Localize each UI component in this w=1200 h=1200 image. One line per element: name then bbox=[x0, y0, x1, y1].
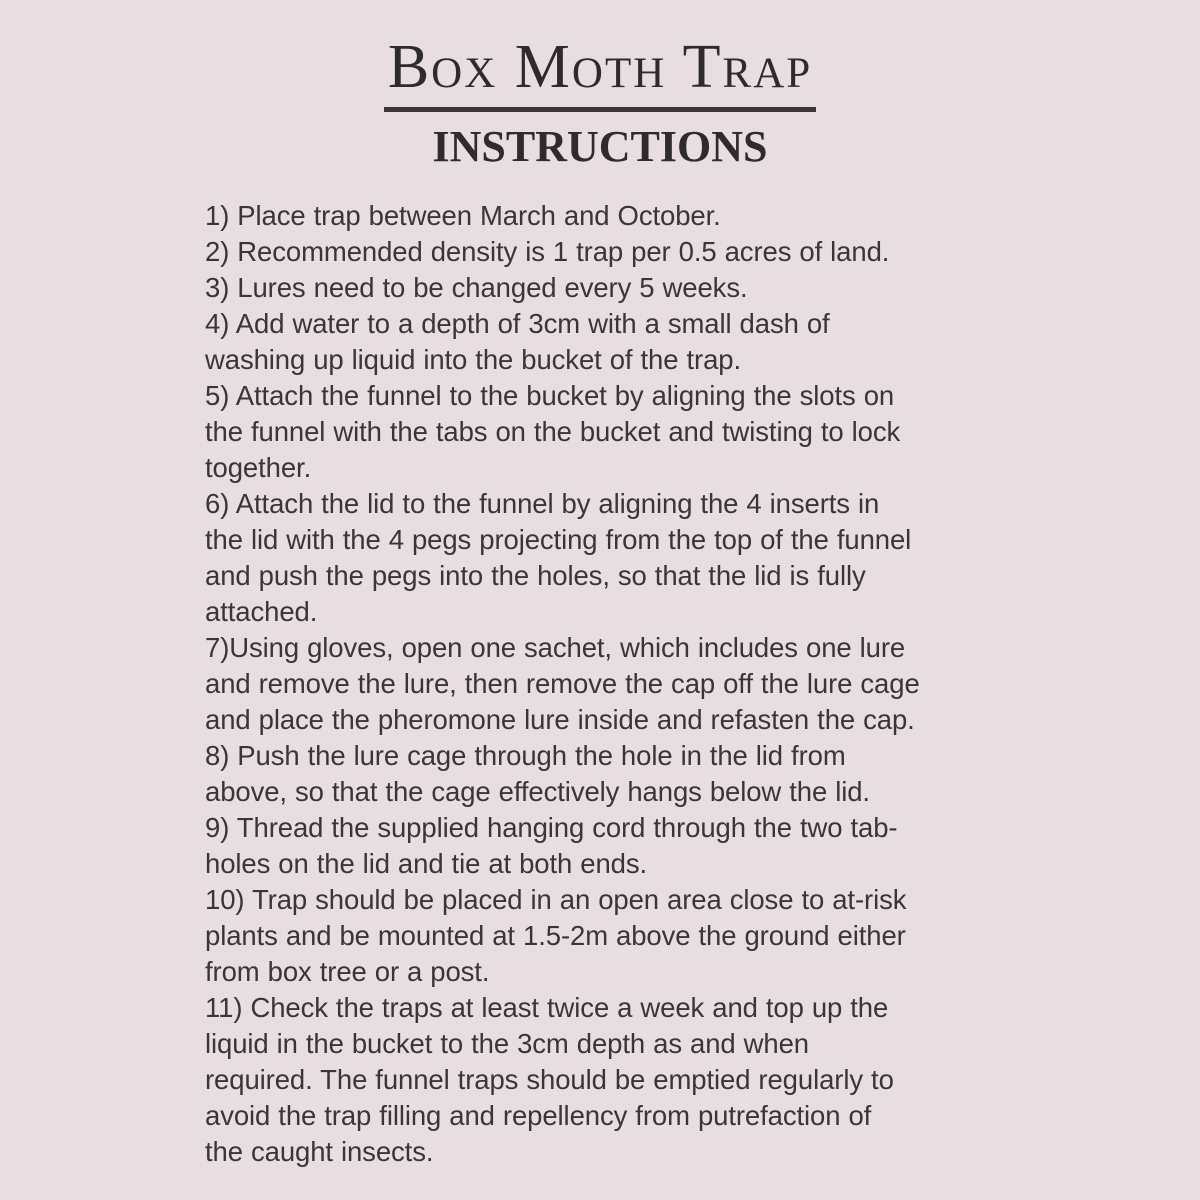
page-title: Box Moth Trap bbox=[384, 36, 816, 112]
instruction-line: the lid with the 4 pegs projecting from the top of the funnel bbox=[205, 524, 912, 555]
instruction-line: 10) Trap should be placed in an open area close to at-risk bbox=[205, 884, 907, 915]
page-subtitle: INSTRUCTIONS bbox=[432, 122, 768, 172]
instruction-line: 4) Add water to a depth of 3cm with a small dash of bbox=[205, 308, 830, 339]
instruction-line: and push the pegs into the holes, so that the lid is fully bbox=[205, 560, 866, 591]
instruction-line: the funnel with the tabs on the bucket and twisting to lock bbox=[205, 416, 901, 447]
document-header bbox=[0, 0, 1200, 170]
instruction-line: 9) Thread the supplied hanging cord through the two tab- bbox=[205, 812, 898, 843]
instruction-line: 8) Push the lure cage through the hole in the lid from bbox=[205, 740, 846, 771]
instruction-line: and place the pheromone lure inside and refasten the cap. bbox=[205, 704, 915, 735]
instruction-line: 3) Lures need to be changed every 5 weeks. bbox=[205, 272, 748, 303]
instruction-line: required. The funnel traps should be emptied regularly to bbox=[205, 1064, 894, 1095]
instruction-line: from box tree or a post. bbox=[205, 956, 490, 987]
instruction-line: 7)Using gloves, open one sachet, which includes one lure bbox=[205, 632, 906, 663]
instruction-line: plants and be mounted at 1.5-2m above the ground either bbox=[205, 920, 906, 951]
instruction-line: avoid the trap filling and repellency from putrefaction of bbox=[205, 1100, 872, 1131]
instruction-line: and remove the lure, then remove the cap off the lure cage bbox=[205, 668, 920, 699]
instruction-line: the caught insects. bbox=[205, 1136, 434, 1167]
instruction-line: liquid in the bucket to the 3cm depth as and when bbox=[205, 1028, 809, 1059]
instruction-line: 5) Attach the funnel to the bucket by aligning the slots on bbox=[205, 380, 895, 411]
instruction-line: washing up liquid into the bucket of the trap. bbox=[205, 344, 741, 375]
instructions-list bbox=[205, 198, 1005, 1170]
instruction-line: holes on the lid and tie at both ends. bbox=[205, 848, 648, 879]
instruction-line: 11) Check the traps at least twice a week and top up the bbox=[205, 992, 889, 1023]
instruction-line: together. bbox=[205, 452, 312, 483]
instruction-line: above, so that the cage effectively hangs below the lid. bbox=[205, 776, 870, 807]
instruction-line: 6) Attach the lid to the funnel by aligning the 4 inserts in bbox=[205, 488, 880, 519]
instruction-line: attached. bbox=[205, 596, 318, 627]
instruction-line: 1) Place trap between March and October. bbox=[205, 200, 721, 231]
instruction-line: 2) Recommended density is 1 trap per 0.5 acres of land. bbox=[205, 236, 890, 267]
